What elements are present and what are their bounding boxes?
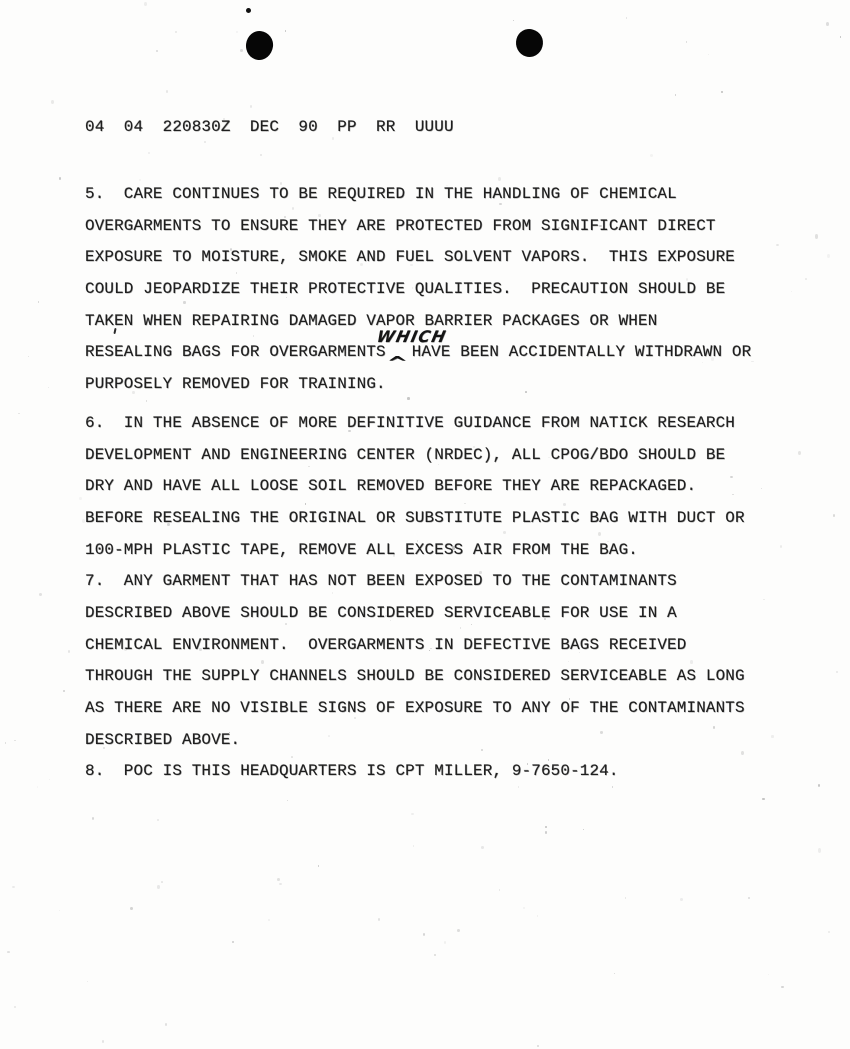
ink-speck-dot	[246, 8, 251, 13]
memo-line: DEVELOPMENT AND ENGINEERING CENTER (NRDEC), ALL CPOG/BDO SHOULD BE	[85, 445, 726, 464]
memo-line: 6. IN THE ABSENCE OF MORE DEFINITIVE GUIDANCE FROM NATICK RESEARCH	[85, 413, 736, 432]
hole-punch-dot-left	[244, 29, 275, 61]
memo-line: DESCRIBED ABOVE.	[85, 730, 241, 749]
memo-line: COULD JEOPARDIZE THEIR PROTECTIVE QUALITIES. PRECAUTION SHOULD BE	[85, 280, 726, 299]
memo-line: TAKEN WHEN REPAIRING DAMAGED VAPOR BARRIER PACKAGES OR WHEN	[85, 311, 658, 330]
message-header-line: 04 04 220830Z DEC 90 PP RR UUUU	[85, 118, 454, 136]
paragraph-5	[85, 179, 805, 401]
memo-line: 5. CARE CONTINUES TO BE REQUIRED IN THE HANDLING OF CHEMICAL	[85, 185, 677, 203]
memo-line: 100-MPH PLASTIC TAPE, REMOVE ALL EXCESS AIR FROM THE BAG.	[85, 540, 638, 559]
memo-line: DRY AND HAVE ALL LOOSE SOIL REMOVED BEFORE THEY ARE REPACKAGED.	[85, 477, 697, 496]
hole-punch-dot-right	[515, 28, 545, 59]
memo-line: CHEMICAL ENVIRONMENT. OVERGARMENTS IN DEFECTIVE BAGS RECEIVED	[85, 635, 687, 654]
memo-line: 7. ANY GARMENT THAT HAS NOT BEEN EXPOSED TO THE CONTAMINANTS	[85, 572, 677, 591]
paragraph-6	[85, 408, 805, 566]
insert-line-after: HAVE BEEN ACCIDENTALLY WITHDRAWN OR	[411, 343, 752, 362]
memo-line: OVERGARMENTS TO ENSURE THEY ARE PROTECTED FROM SIGNIFICANT DIRECT	[85, 216, 716, 235]
memo-line: DESCRIBED ABOVE SHOULD BE CONSIDERED SERVICEABLE FOR USE IN A	[85, 603, 677, 622]
memo-line: THROUGH THE SUPPLY CHANNELS SHOULD BE CONSIDERED SERVICEABLE AS LONG	[85, 667, 745, 686]
memo-line: 8. POC IS THIS HEADQUARTERS IS CPT MILLER, 9-7650-124.	[85, 762, 619, 781]
memo-line-with-insertion	[85, 327, 805, 374]
memo-line: PURPOSELY REMOVED FOR TRAINING.	[85, 375, 386, 394]
memo-line: AS THERE ARE NO VISIBLE SIGNS OF EXPOSURE TO ANY OF THE CONTAMINANTS	[85, 699, 745, 717]
paragraph-8	[85, 756, 805, 788]
paragraph-7	[85, 566, 805, 756]
memo-line: BEFORE RESEALING THE ORIGINAL OR SUBSTITUTE PLASTIC BAG WITH DUCT OR	[85, 508, 745, 527]
handwritten-insertion-word: WHICH	[375, 327, 449, 347]
insert-line-before: RESEALING BAGS FOR OVERGARMENTS	[85, 343, 386, 362]
insertion-caret-icon: ^	[386, 353, 409, 374]
memo-line: EXPOSURE TO MOISTURE, SMOKE AND FUEL SOLVENT VAPORS. THIS EXPOSURE	[85, 248, 736, 267]
memo-body	[85, 179, 805, 788]
